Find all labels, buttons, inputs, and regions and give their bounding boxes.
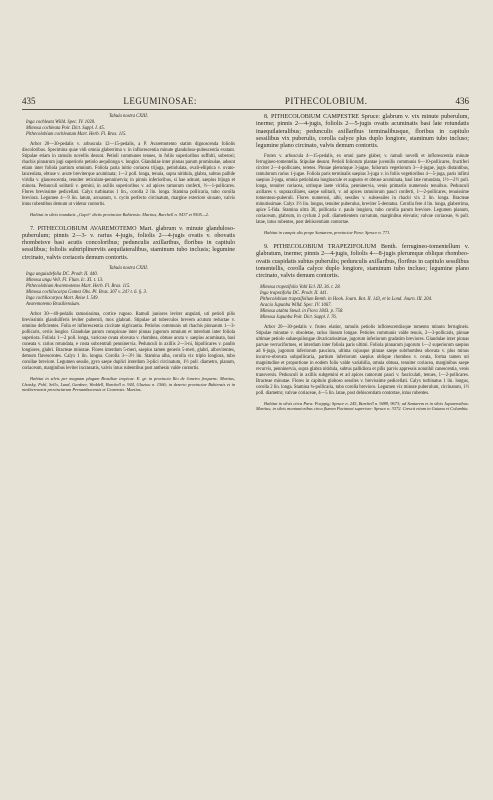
synonym-line: Mimosa ungu Vell. Fl. Flum. Ic. XI. t. 13. — [26, 278, 104, 284]
species-entry-8 — [256, 114, 469, 150]
synonym-line: Inga cochliocarpos Mart. Reise I. 549. — [26, 296, 99, 302]
tabula-reference: Tabula nostra CXIII. — [108, 114, 149, 119]
species-entry-7 — [22, 226, 235, 262]
habitat-note: Habitat in campis ulis prope Santarem, provinciae Para: Spruce n. 771. — [264, 230, 391, 236]
habitat-note: Habitat in silvis per magnam plagam Brasiliae tropicae. E. gr. in provincia Rio de Janeiro frequens: Martius, Lhotsky, Pohl, Sello, Lund, Gardner, Weddell, Burchell n. 944, Glaziou n. 1566; in deserto provinciae Bahiensis et in mediterraneis provinciarum Pernambucensis et Cearensis: Martius. — [22, 376, 235, 393]
synonym-line: Inga unguisdefolia DC. Prodr. II. 440. — [26, 272, 98, 278]
synonym-line: Avaremotemo Brasiliensium. — [26, 302, 80, 308]
species-description: Frutex v. arbuscula 4—15-pedalis, ex omni parte glaber, v. ramuli novelli et inflorescentia minute ferrugineo-tomentella. Stipulae desunt. Petioli foliorum plantae juvenilis communis 6—10-pollicares, fructiferi circiter 2—4-pollicares, teretes. Pinnae plerumque 3-jugae, foliorum vegetiorum 3—4-jugae, jugis distantibus, ramulorum rarius 1-jugae. Foliola paris terminalis saepius 3-juga v. in foliis vegetioribus 4—5-juga, paris infimi saepius 2-juga, omnia petiolulata longiuscule et augusto et obtuse acuminata, basi late rotundata, 1½—2½ poll. longa, tenuiter coriacea, utrinque laete viridia, penninervia, venis primariis numerosis tenuibus. Pedunculi axillares v. supraaxillares, saepe solitarii, v. ad apices ramulorum pauci conferti, 1—2-pollicares, tenuissime tomentoso-puberuli. Flores numerosi, albi, sessiles v. subsessiles in rhachi vix 2 lin. longa. Bracteae minutissimae. Calyx 1½ lin. longus, tenuiter puberulus, breviter 5-dentatus. Corolla fere 4 lin. longa, glaberrima, apice 5-fida. Stamina ultra 30, pollicaria v. paulo longiora, tubo corolla parum breviore. Legumen planum, coriaceum, glabrum, in cyclum 2 poll. diametientem curvatum, marginibus elevatis; valvae coriaceae, ¾ poll. latae, intus rubentes, post dehiscentiam contortae. — [256, 154, 469, 226]
species-diagnosis: glabrum v. vix minute puberulum, inerme; pinnis 2—4-jugis, foliolis 2—5-jugis ovatis acuminatis basi late rotundatis inaequilateralibus; pedunculis axillaribus terminalibusque, floribus in capitulo sessilibus vix puberulis, corolla calyce plus duplo longiore, staminum tubo incluso; legumine plano circinato, valvis demum contortis. — [256, 114, 470, 150]
species-diagnosis: glabrum v. minute glanduloso-puberulum; pinnis 2—3- v. rarius 4-jugis, foliolis 2—4-jugis ovatis v. obovatis rhombeisve basi acutis concoloribus; pedunculis axillaribus, floribus in capitulo sessilibus; foliolis subtriplinerviis aequilateralibus, staminum tubo inclusis; legumine circinato, valvis coriaceis demum contortis. — [22, 225, 235, 261]
header-rule — [22, 109, 469, 110]
species-entry-9 — [256, 244, 469, 280]
synonym-line: Acacia Jupunba Willd. Spec. IV. 1067. — [260, 302, 332, 308]
page-number-left: 435 — [22, 96, 36, 106]
synonym-line: Mimosa Jupunba Poir. Dict. Suppl. I. 76. — [260, 314, 337, 320]
page-number-right: 436 — [455, 96, 469, 106]
habitat-note: Habitat in silvis inundatis „Gapó“ dictis provinciae Bahiensis: Martius, Burchell n. 9437 et 9505—2. — [30, 212, 209, 217]
species-diagnosis: ferrugineo-tomentellum v. glabratum, inerme; pinnis 2—4-jugis, foliolis 4—8-jugis plerumque oblique rhombeo-ovatis cuspidatis subtus puberulis; pedunculis axillaribus, floribus in capitulo sessilibus tomentellis, corolla calyce duplo longiore, staminum tubo incluso; legumine plano circinato, valvis demum contortis. — [256, 244, 469, 280]
right-column — [256, 114, 469, 412]
species-description: Arbor 20—30-pedalis v. arbuscula 12—15-pedalis, a P. Avaremotemo statim dignoscenda foliolis discoloribus. Specimina quae vidi omnia glaberrima v. in inflorescentia minute glanduloso-pubescentia exstant. Stipulae etiam in ramulis novellis desunt. Petioli communes tenues, in foliis superioribus suffulti, suberosi; rhachis pinnarum jugi superioris petiolo aequilonga v. longior. Glandulae inter pinnas parum prominulae, adsunt etiam inter foliola partium omnium. Foliola paria initio coriacea trijuga, petiolulata, ovali-elliptica v. ovato-lanceolata, obtuse v. acute breviterque acuminata; 1—2 poll. longa, tenuia, supra nitidula, glabra, subtus pallide viridia v. glaucescentia, tenuiter reticulato-penninervia; in pinnis inferioribus, si hae adsunt, saepius bijuga et minora. Pedunculi solitarii v. gemini, in axillis superioribus v. ad apices ramorum conferti, ½—1-pollicares. Flores brevissime pedicellati. Calyx turbinatus 1 lin., corolla 2 lin. longa. Stamina pollicaria, tubo corolla breviora. Legumen 4—9 lin. latum, arcuatum, v. cyclo perfecto circinatum, margine exteriore sinuato, valvis intus rubentibus demum ut videtur contortis. — [22, 142, 235, 207]
habitat-note: Habitat in silvis circa Para: Poeppig; Spruce n. 245, Burchell n. 9489, 9673; ad Santarem et in silvis Japurensibus: Martius; in silvis montanioribus circa flumen Pacimoni superiore: Spruce n. 3372. Crescit etiam in Guiana et Columbia. — [256, 400, 469, 412]
synonym-line: Pithecolobium trapezifolium Benth. in Hook. Journ. Bot. II. 143, et in Lond. Journ. III. 204. — [260, 296, 433, 302]
species-description: Arbor 20—30-pedalis v. frutex elatior, ramulis petiolis inflorescentiisque tomento minuto ferrugineis. Stipulae minutae v. obsoletae, rarius lineam longae. Petioles communis valde tenuis, 2—3-pollicaris, pinnae ultimae petiolo subaequilongae divaricatissimae, jugorum inferiorum gradatim breviores. Glandulae inter pinnas parvae verruciformes, et interdum inter foliola paris ultimi. Foliola pinnarum jugorum 1—2 superiorum saepius ad 6-juga, jugorum inferiorum pauciora, ultima cujusque pinnae saepe subrhombea obovata v. plus minus incurvo-obovata subpollicaria, partium inferiorum saepius oblique rhombea v. ovata, forma tamen uti magnitudine et proportione in eodem folio valde variabilia, omnia obtusa, tenuiter coriacea, marginibus saepe recurvis, penninervia, supra glabra nitidula, subtus pallidiora et pilis parvis appressis nonnihil canescentia, venis transversis. Pedunculi in axillis subgemini et ad apices ramorum pauci v. fasciculati, tenues, 1—2-pollicares. Bracteae minutae. Flores in capitulo globoso sessiles v. brevissime pedicellati. Calyx turbinatus 1 lin. longus, corolla 2 lin. longa. Stamina ¾-pollicaria, tubo corolla brevioro. Legumen vix minute puberulum, circinatum, 1½ poll. diametro; valvae coriaceae, 4—5 lin. latae, post dehiscentiam contortae, intus rubentes. — [256, 324, 469, 396]
synonym-line: Mimosa atabta Steud. in Flora 1843. p. 758. — [260, 308, 344, 314]
synonym-line: Inga cochleata Willd. Spec. IV. 1020. — [26, 120, 96, 125]
species-name: 9. PITHECOLOBIUM TRAPEZIFOLIUM Benth. — [264, 244, 398, 251]
species-name: 7. PITHECOLOBIUM AVAREMOTEMO Mart. — [30, 225, 153, 232]
running-title-right: PITHECOLOBIUM. — [284, 96, 368, 106]
synonym-line: Mimosa trapezifolia Vahl Ecl. III. 36. t. 28. — [260, 284, 341, 290]
running-title-left: LEGUMINOSAE: — [123, 96, 197, 106]
tabula-reference: Tabula nostra CXIII. — [108, 266, 149, 272]
left-column — [22, 114, 235, 393]
running-header — [22, 96, 469, 108]
species-name: 8. PITHECOLOBIUM CAMPESTRE Spruce: — [264, 114, 380, 120]
species-description: Arbor 30—40-pedalis ramosissima, cortice rugoso. Ramuli juniores leviter angulati, uti petioli pilis brevissimis glanduliferis leviter puberuli, mox glabrati. Stipulae ad tuberculos brevem acutum reductae v. omnino deficientes. Folia et inflorescentia ciccitate nigricantia. Petiolus communis uti rhachis pinnarum 1—3-pollicaris, ceriis longior. Glandulae parum conspicuae inter pinnas jugorum omnium et interdum inter foliola superiora. Foliola 1—2 poll. longa, varicose ovata obovata v. rhombea, obtuse acuta v. saepius acuminata, basi cuneata v. rarius rotundata, e costa subcentrali penninervia. Pedunculi in axillis 2—3-ni, bipollicares v. paullo longiores, glabri. Bracteae minutae. Flores interdum 5-meri, saepius tamen generis 5-meri, glabri, albovirentes, demum flavescentes. Calyx 1 lin. longus. Corolla 3—3½ lin. Stamina alba, corolla vix triplo longiora, tubo corollae breviore. Legumen sessile, gyro saepe duplici interdum 3-plici circinatum, 1½ poll. diametro, planum, coriaceum, marginibus leviter incrassatis, valvis intus rubentibus post anthesin valde contortis. — [22, 312, 235, 372]
synonym-line: Mimosa cochliocarpa Gomez Obs. Pl. Bras. 307 v. 24? t. 6. §. 3. — [26, 290, 147, 296]
synonym-line: Pithecolobium Avaremotemo Mart. Herb. Fl. Bras. 115. — [26, 284, 131, 290]
synonym-line: Mimosa cochleata Poir. Dict. Suppl. I. 45. — [26, 126, 106, 131]
synonym-line: Inga trapezifolia DC. Prodr. II. 441. — [260, 290, 328, 296]
synonym-line: Pithecolobium cochleatum Mart. Herb. Fl. Bras. 115. — [26, 132, 127, 137]
